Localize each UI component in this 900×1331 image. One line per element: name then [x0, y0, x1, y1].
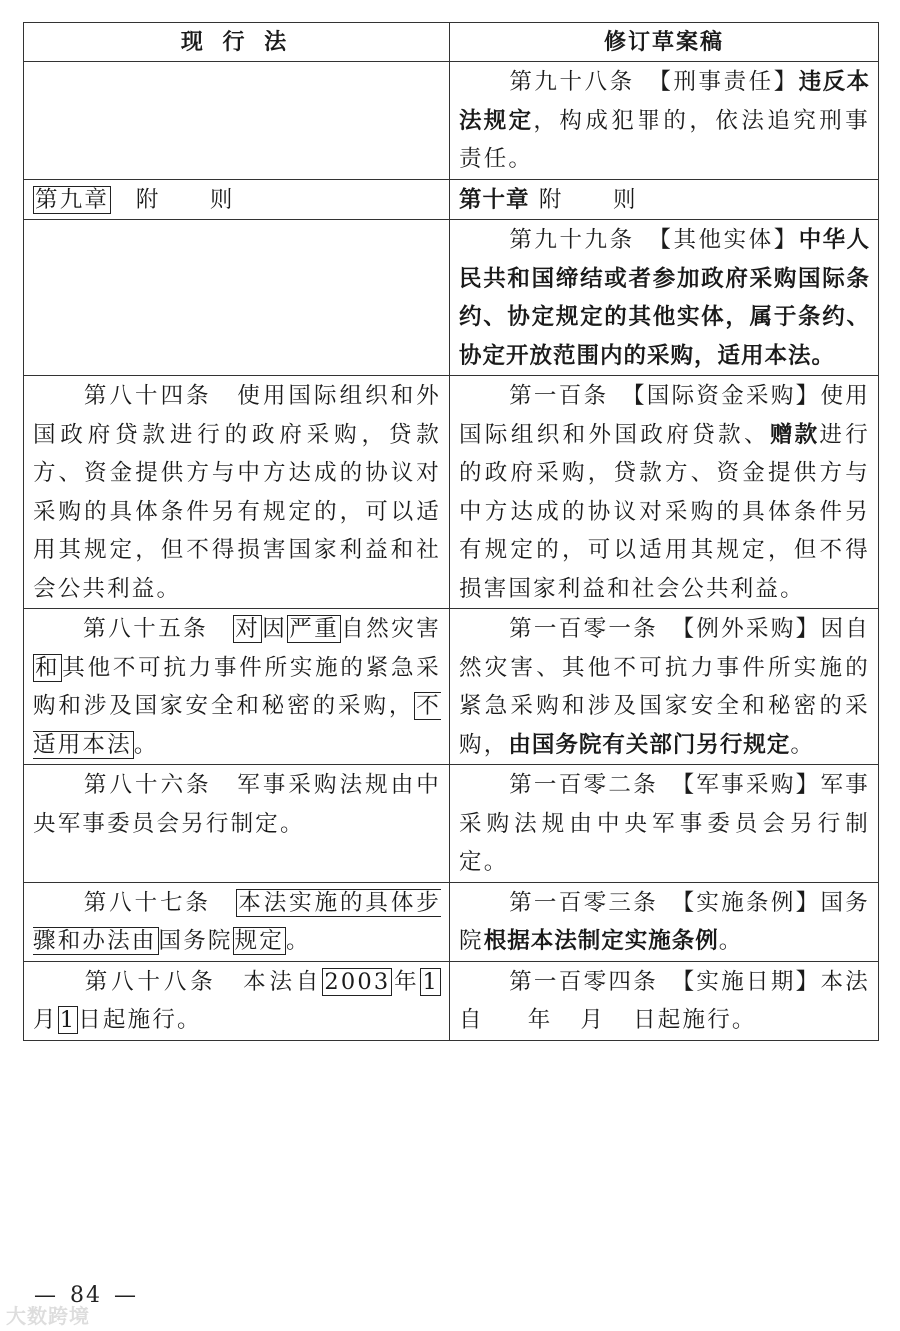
- article-87-current: 第八十七条 本法实施的具体步骤和办法由国务院规定。: [24, 882, 450, 961]
- chapter-current: 第九章 附 则: [24, 179, 450, 220]
- article-104-row: [24, 961, 879, 1040]
- article-103-revised: 第一百零三条 【实施条例】国务院根据本法制定实施条例。: [450, 882, 879, 961]
- article-99-row: [24, 220, 879, 376]
- article-102-row: [24, 765, 879, 883]
- article-104-revised: 第一百零四条 【实施日期】本法自 年 月 日起施行。: [450, 961, 879, 1040]
- added-text: 赠款: [769, 421, 820, 448]
- footer-dash-right: —: [114, 1283, 138, 1308]
- article-100-row: [24, 376, 879, 609]
- header-revised-draft: 修订草案稿: [450, 23, 879, 62]
- deleted-mark: 规定: [234, 928, 285, 954]
- deleted-mark: 2003: [324, 968, 391, 995]
- article-99-revised: 第九十九条 【其他实体】中华人民共和国缔结或者参加政府采购国际条约、协定规定的其他实体，属于条约、协定开放范围内的采购，适用本法。: [450, 220, 879, 376]
- added-text: 中华人民共和国缔结或者参加政府采购国际条约、协定规定的其他实体，属于条约、协定开放范围内的采购，适用本法。: [459, 227, 870, 369]
- chapter-row: [24, 179, 879, 220]
- article-101-revised: 第一百零一条 【例外采购】因自然灾害、其他不可抗力事件所实施的紧急采购和涉及国家安全和秘密的采购，由国务院有关部门另行规定。: [450, 609, 879, 765]
- article-101-row: [24, 609, 879, 765]
- article-98-revised: 第九十八条 【刑事责任】违反本法规定，构成犯罪的，依法追究刑事责任。: [450, 62, 879, 180]
- footer-dash-left: —: [34, 1283, 58, 1308]
- article-100-revised: 第一百条 【国际资金采购】使用国际组织和外国政府贷款、赠款进行的政府采购，贷款方、资金提供方与中方达成的协议对采购的具体条件另有规定的，可以适用其规定，但不得损害国家利益和社会公共利益。: [450, 376, 879, 609]
- article-98-row: [24, 62, 879, 180]
- deleted-mark: 第九章: [35, 186, 110, 213]
- article-84-current: 第八十四条 使用国际组织和外国政府贷款进行的政府采购，贷款方、资金提供方与中方达成的协议对采购的具体条件另有规定的，可以适用其规定，但不得损害国家利益和社会公共利益。: [24, 376, 450, 609]
- added-text: 由国务院有关部门另行规定: [508, 731, 791, 758]
- article-86-current: 第八十六条 军事采购法规由中央军事委员会另行制定。: [24, 765, 450, 883]
- chapter-revised: 第十章 附 则: [450, 179, 879, 220]
- deleted-mark: 和: [35, 654, 61, 681]
- header-row: [24, 23, 879, 62]
- deleted-mark: 严重: [289, 616, 340, 642]
- added-text: 根据本法制定实施条例: [483, 928, 719, 954]
- watermark-text: 大数跨境: [6, 1304, 90, 1328]
- watermark: [6, 1300, 90, 1329]
- deleted-mark: 对: [235, 616, 261, 642]
- added-text: 违反本法规定: [459, 69, 870, 134]
- page-number: 84: [70, 1283, 102, 1308]
- comparison-table: [23, 22, 879, 1041]
- article-99-current: [24, 220, 450, 376]
- deleted-mark: 1: [422, 968, 439, 995]
- deleted-mark: 不适用本法: [33, 693, 441, 758]
- added-text: 第十章: [459, 186, 530, 213]
- header-current-law: 现 行 法: [24, 23, 450, 62]
- article-102-revised: 第一百零二条 【军事采购】军事采购法规由中央军事委员会另行制定。: [450, 765, 879, 883]
- article-98-current: [24, 62, 450, 180]
- article-103-row: [24, 882, 879, 961]
- article-85-current: 第八十五条 对因严重自然灾害和其他不可抗力事件所实施的紧急采购和涉及国家安全和秘密的采购，不适用本法。: [24, 609, 450, 765]
- deleted-mark: 1: [59, 1007, 77, 1033]
- article-88-current: 第八十八条 本法自2003年1月1日起施行。: [24, 961, 450, 1040]
- deleted-mark: 本法实施的具体步骤和办法由: [33, 889, 441, 954]
